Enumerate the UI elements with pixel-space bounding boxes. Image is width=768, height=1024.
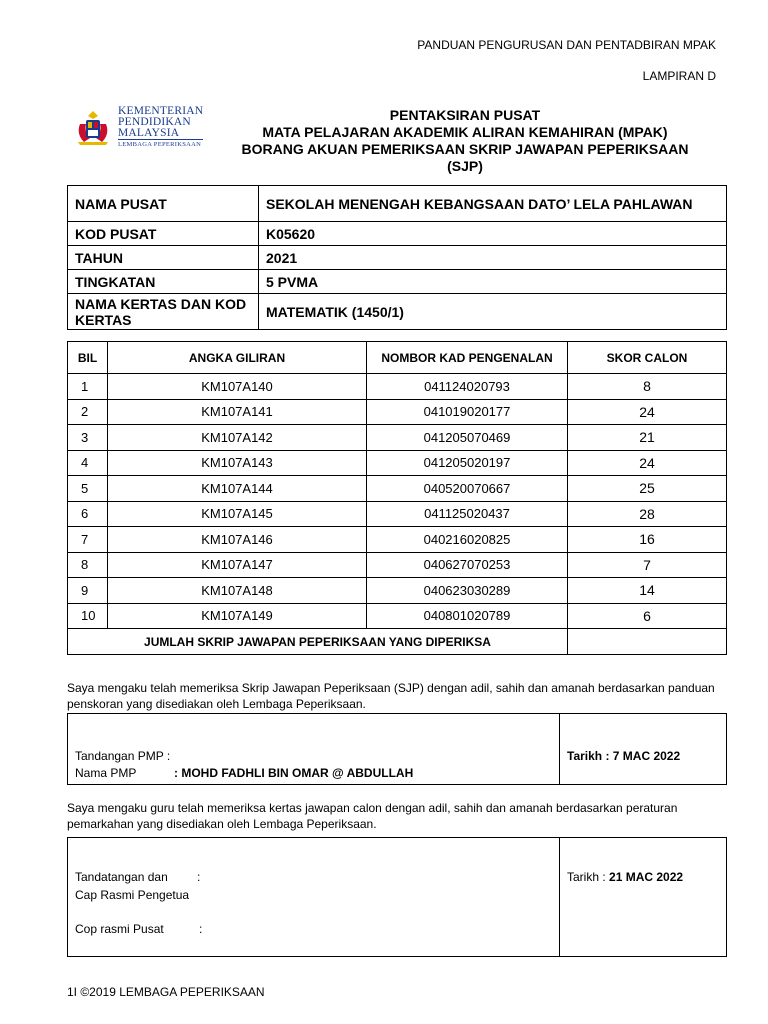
row-angka-giliran: KM107A145 [108, 501, 367, 527]
row-angka-giliran: KM107A148 [108, 578, 367, 604]
row-ic-number: 041125020437 [367, 501, 568, 527]
total-row [68, 629, 727, 655]
centre-stamp-colon: : [199, 922, 203, 936]
row-angka-giliran: KM107A141 [108, 399, 367, 425]
row-score: 21 [568, 425, 727, 451]
row-score: 25 [568, 476, 727, 502]
examiner-date: Tarikh : 7 MAC 2022 [567, 749, 681, 763]
row-ic-number: 041019020177 [367, 399, 568, 425]
examiner-name-label: Nama PMP [75, 766, 137, 780]
footer-copyright: 1I ©2019 LEMBAGA PEPERIKSAAN [67, 985, 265, 999]
row-ic-number: 040216020825 [367, 527, 568, 553]
document-header-guide: PANDUAN PENGURUSAN DAN PENTADBIRAN MPAK [417, 38, 716, 52]
score-table [67, 341, 727, 655]
ministry-logo-text [118, 106, 203, 149]
principal-date-label: Tarikh : [567, 870, 606, 884]
info-value: MATEMATIK (1450/1) [259, 294, 727, 330]
row-ic-number: 040627070253 [367, 552, 568, 578]
column-header-score: SKOR CALON [568, 342, 727, 374]
row-bil: 4 [68, 450, 108, 476]
row-ic-number: 040520070667 [367, 476, 568, 502]
row-angka-giliran: KM107A149 [108, 603, 367, 629]
row-ic-number: 041124020793 [367, 374, 568, 400]
info-label: TAHUN [68, 246, 259, 270]
info-row [68, 294, 727, 330]
title-line-2: MATA PELAJARAN AKADEMIK ALIRAN KEMAHIRAN (MPAK) [262, 124, 668, 140]
info-value: SEKOLAH MENENGAH KEBANGSAAN DATO’ LELA PAHLAWAN [259, 186, 727, 222]
row-angka-giliran: KM107A140 [108, 374, 367, 400]
examiner-signature-box [67, 713, 727, 785]
table-row [68, 603, 727, 629]
row-angka-giliran: KM107A147 [108, 552, 367, 578]
logo-line-2: PENDIDIKAN [118, 116, 191, 128]
row-score: 7 [568, 552, 727, 578]
principal-signature-box [67, 837, 727, 957]
centre-info-table [67, 185, 727, 330]
info-label: TINGKATAN [68, 270, 259, 294]
row-ic-number: 040801020789 [367, 603, 568, 629]
info-label: NAMA KERTAS DAN KOD KERTAS [68, 294, 259, 330]
logo-line-1: KEMENTERIAN [118, 105, 204, 117]
row-bil: 6 [68, 501, 108, 527]
declaration-examiner-text: Saya mengaku telah memeriksa Skrip Jawapan Peperiksaan (SJP) dengan adil, sahih dan amanah berdasarkan panduan penskoran yang disediakan oleh Lembaga Peperiksaan. [67, 681, 715, 711]
row-angka-giliran: KM107A146 [108, 527, 367, 553]
logo-line-4: LEMBAGA PEPERIKSAAN [118, 141, 202, 148]
info-row [68, 270, 727, 294]
principal-stamp-label: Cap Rasmi Pengetua [75, 888, 190, 902]
principal-signature-label: Tandatangan dan [75, 870, 168, 884]
row-ic-number: 041205070469 [367, 425, 568, 451]
row-angka-giliran: KM107A143 [108, 450, 367, 476]
form-title [210, 107, 720, 175]
column-header-angka-giliran: ANGKA GILIRAN [108, 342, 367, 374]
row-score: 24 [568, 450, 727, 476]
column-header-ic-number: NOMBOR KAD PENGENALAN [367, 342, 568, 374]
principal-signature-colon: : [197, 870, 201, 884]
logo-line-3: MALAYSIA [118, 128, 203, 140]
column-header-bil: BIL [68, 342, 108, 374]
signature-divider [559, 714, 560, 784]
row-bil: 2 [68, 399, 108, 425]
ministry-logo [72, 106, 202, 152]
table-row [68, 374, 727, 400]
principal-date-value: 21 MAC 2022 [609, 870, 684, 884]
table-row [68, 399, 727, 425]
malaysia-coat-of-arms-icon [72, 110, 114, 146]
title-line-1: PENTAKSIRAN PUSAT [389, 107, 541, 123]
row-bil: 10 [68, 603, 108, 629]
principal-date [567, 870, 683, 884]
table-row [68, 552, 727, 578]
row-bil: 3 [68, 425, 108, 451]
row-bil: 9 [68, 578, 108, 604]
document-header-annex: LAMPIRAN D [642, 69, 716, 83]
row-score: 24 [568, 399, 727, 425]
row-score: 14 [568, 578, 727, 604]
row-bil: 5 [68, 476, 108, 502]
info-value: 2021 [259, 246, 727, 270]
info-row [68, 222, 727, 246]
info-value: 5 PVMA [259, 270, 727, 294]
table-row [68, 501, 727, 527]
score-table-body [68, 374, 727, 629]
row-angka-giliran: KM107A142 [108, 425, 367, 451]
row-ic-number: 041205020197 [367, 450, 568, 476]
info-row [68, 246, 727, 270]
table-row [68, 527, 727, 553]
row-bil: 1 [68, 374, 108, 400]
row-score: 28 [568, 501, 727, 527]
table-row [68, 578, 727, 604]
declaration-principal-text: Saya mengaku guru telah memeriksa kertas jawapan calon dengan adil, sahih dan amanah berdasarkan peraturan pemarkahan yang disediakan oleh Lembaga Peperiksaan. [67, 801, 678, 831]
title-line-3: BORANG AKUAN PEMERIKSAAN SKRIP JAWAPAN PEPERIKSAAN [241, 141, 689, 157]
row-score: 16 [568, 527, 727, 553]
row-score: 6 [568, 603, 727, 629]
table-row [68, 476, 727, 502]
info-row [68, 186, 727, 222]
info-label: KOD PUSAT [68, 222, 259, 246]
examiner-name-value: : MOHD FADHLI BIN OMAR @ ABDULLAH [174, 766, 414, 780]
table-row [68, 450, 727, 476]
centre-stamp-label: Cop rasmi Pusat [75, 922, 164, 936]
row-score: 8 [568, 374, 727, 400]
score-table-header-row [68, 342, 727, 374]
signature-divider [559, 838, 560, 956]
row-angka-giliran: KM107A144 [108, 476, 367, 502]
title-line-4: (SJP) [447, 158, 483, 174]
examiner-signature-label: Tandangan PMP : [75, 749, 171, 763]
total-label: JUMLAH SKRIP JAWAPAN PEPERIKSAAN YANG DIPERIKSA [68, 629, 568, 655]
table-row [68, 425, 727, 451]
info-label: NAMA PUSAT [68, 186, 259, 222]
row-bil: 7 [68, 527, 108, 553]
row-ic-number: 040623030289 [367, 578, 568, 604]
total-value [568, 629, 727, 655]
row-bil: 8 [68, 552, 108, 578]
info-value: K05620 [259, 222, 727, 246]
